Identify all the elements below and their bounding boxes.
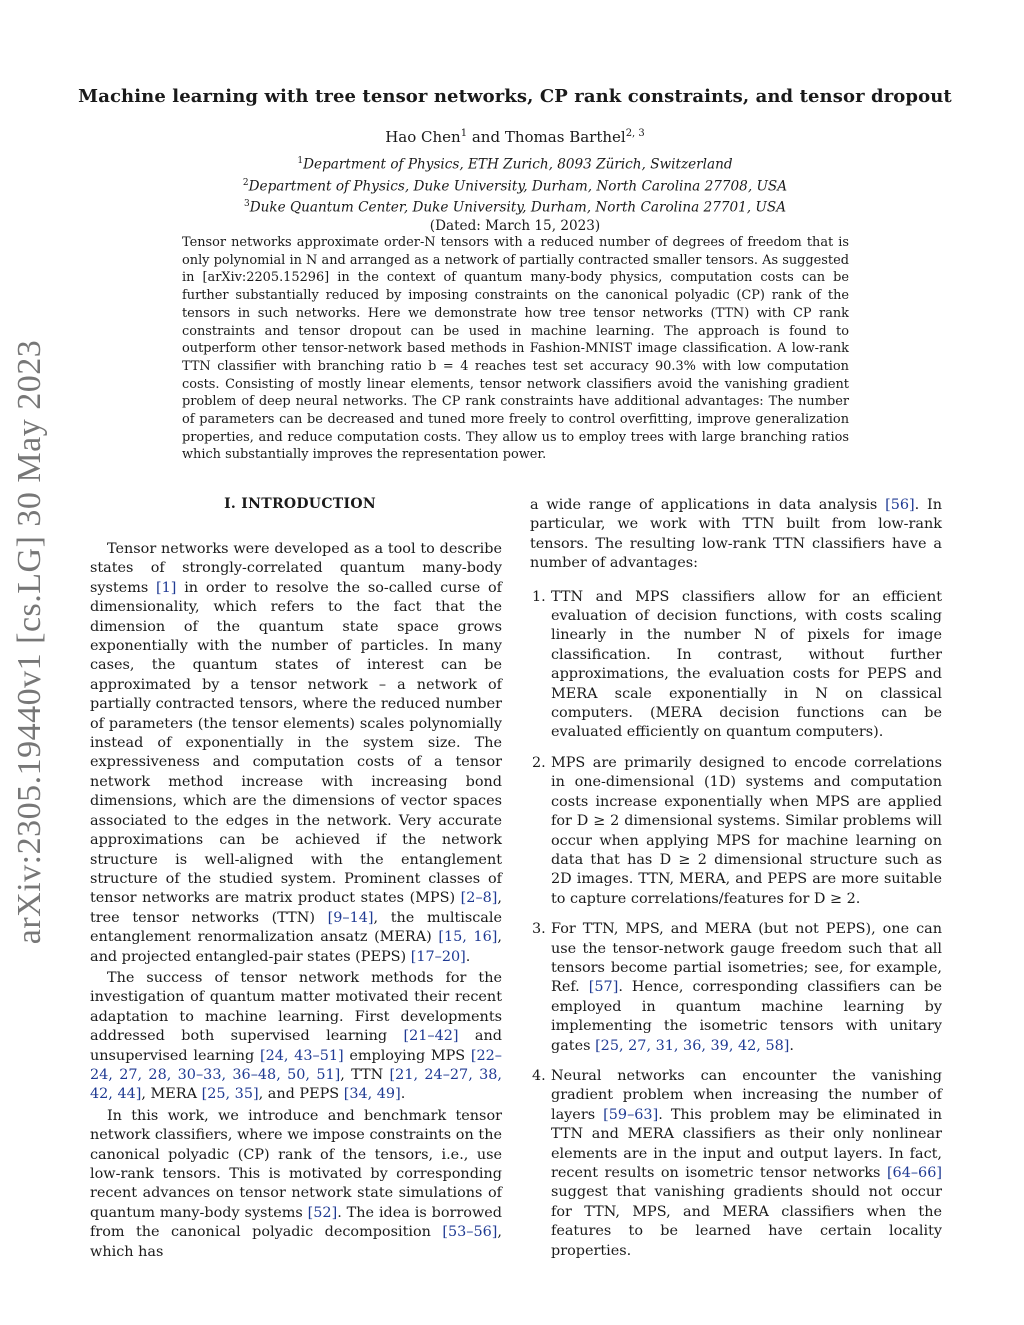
list-number: 2.	[532, 754, 546, 771]
author-affil-sup: 1	[460, 128, 468, 139]
affiliations	[70, 152, 960, 235]
right-column	[530, 496, 942, 1272]
citation-link[interactable]: [25, 27, 31, 36, 39, 42, 58]	[595, 1037, 790, 1054]
paragraph: In this work, we introduce and benchmark tensor network classifiers, where we impose constraints on the canonical polyadic (CP) rank of the tensors, i.e., use low-rank tensors. This is motivated by corresponding recent advances on tensor network state simulations of quantum many-body systems [52]. The idea is borrowed from the canonical polyadic decomposition [53–56], which has	[90, 1107, 502, 1260]
citation-link[interactable]: [59–63]	[603, 1106, 659, 1123]
citation-link[interactable]: [21, 24–27, 38, 42, 44]	[90, 1066, 502, 1103]
list-item	[530, 920, 942, 1056]
list-number: 4.	[532, 1067, 546, 1084]
section-heading: I. INTRODUCTION	[224, 496, 376, 512]
author-name: Thomas Barthel	[504, 128, 626, 146]
paper-title: Machine learning with tree tensor networks, CP rank constraints, and tensor dropout	[78, 86, 952, 107]
citation-link[interactable]: [2–8]	[460, 890, 498, 907]
citation-link[interactable]: [15, 16]	[438, 929, 498, 946]
author-affil-sup: 2, 3	[625, 128, 645, 139]
list-item-text: Neural networks can encounter the vanishing gradient problem when increasing the number of layers [59–63]. This problem may be eliminated in TTN and MERA classifiers as their only nonlinear elements are in the input and output layers. In fact, recent results on isometric tensor networks [64–66] suggest that vanishing gradients should not occur for TTN, MPS, and MERA classifiers when the features to be learned have certain locality properties.	[551, 1067, 943, 1259]
arxiv-sidebar	[0, 0, 60, 1325]
citation-link[interactable]: [22–24, 27, 28, 30–33, 36–48, 50, 51]	[90, 1047, 502, 1083]
citation-link[interactable]: [52]	[307, 1204, 338, 1221]
affiliation	[70, 195, 960, 217]
citation-link[interactable]: [53–56]	[442, 1224, 498, 1241]
citation-link[interactable]: [17–20]	[410, 948, 466, 965]
citation-link[interactable]: [34, 49]	[343, 1086, 401, 1103]
citation-link[interactable]: [64–66]	[886, 1165, 942, 1181]
affiliation-sup: 2	[242, 177, 249, 188]
affiliation-sup: 3	[243, 199, 250, 210]
paragraph: Tensor networks were developed as a tool to describe states of strongly-correlated quantum many-body systems [1] in order to resolve the so-called curse of dimensionality, which refers to the fact that the dimension of the quantum state space grows exponentially with the number of particles. In many cases, the quantum states of interest can be approximated by a tensor network – a network of partially contracted tensors, where the reduced number of parameters (the tensor elements) scales polynomially instead of exponentially in the system size. The expressiveness and computation costs of a tensor network method increase with increasing bond dimensions, which are the dimensions of vector spaces associated to the edges in the network. Very accurate approximations can be achieved if the network structure is well-aligned with the entanglement structure of the studied system. Prominent classes of tensor networks are matrix product states (MPS) [2–8], tree tensor networks (TTN) [9–14], the multiscale entanglement renormalization ansatz (MERA) [15, 16], and projected entangled-pair states (PEPS) [17–20].	[90, 541, 502, 965]
list-number: 3.	[532, 921, 546, 938]
paragraph: The success of tensor network methods for the investigation of quantum matter motivated their recent adaptation to machine learning. First developments addressed both supervised learning [21–42] and unsupervised learning [24, 43–51] employing MPS [22–24, 27, 28, 30–33, 36–48, 50, 51], TTN [21, 24–27, 38, 42, 44], MERA [25, 35], and PEPS [34, 49].	[90, 969, 502, 1103]
list-number: 1.	[532, 588, 546, 605]
citation-link[interactable]: [24, 43–51]	[259, 1047, 344, 1064]
author-name: Hao Chen	[385, 128, 461, 146]
paragraph: a wide range of applications in data analysis [56]. In particular, we work with TTN built from low-rank tensors. The resulting low-rank TTN classifiers have a number of advantages:	[530, 497, 942, 572]
affiliation-sup: 1	[297, 156, 304, 166]
affiliation	[70, 152, 960, 174]
list-item	[530, 754, 942, 909]
list-item	[530, 588, 942, 743]
citation-link[interactable]: [56]	[885, 497, 915, 513]
citation-link[interactable]: [25, 35]	[201, 1086, 259, 1103]
affiliation-text: Department of Physics, Duke University, Durham, North Carolina 27708, USA	[248, 178, 788, 195]
citation-link[interactable]: [57]	[588, 979, 619, 996]
list-item-text: TTN and MPS classifiers allow for an efficient evaluation of decision functions, with costs scaling linearly in the number N of pixels for image classification. In contrast, without further approximations, the evaluation costs for PEPS and MERA scale exponentially in N on classical computers. (MERA decision functions can be evaluated efficiently on quantum computers).	[551, 588, 942, 741]
affiliation	[70, 174, 960, 196]
citation-link[interactable]: [21–42]	[403, 1028, 459, 1045]
abstract: Tensor networks approximate order-N tensors with a reduced number of degrees of freedom that is only polynomial in N and arranged as a network of partially contracted smaller tensors. As suggested in [arXiv:2205.15296] in the context of quantum many-body physics, computation costs can be further substantially reduced by imposing constraints on the canonical polyadic (CP) rank of the tensors in such networks. Here we demonstrate how tree tensor networks (TTN) with CP rank constraints and tensor dropout can be used in machine learning. The approach is found to outperform other tensor-network based methods in Fashion-MNIST image classification. A low-rank TTN classifier with branching ratio b = 4 reaches test set accuracy 90.3% with low computation costs. Consisting of mostly linear elements, tensor network classifiers avoid the vanishing gradient problem of deep neural networks. The CP rank constraints have additional advantages: The number of parameters can be decreased and tuned more freely to control overfitting, improve generalization properties, and reduce computation costs. They allow us to employ trees with large branching ratios which substantially improves the representation power.	[182, 235, 849, 463]
date-line: (Dated: March 15, 2023)	[429, 217, 601, 234]
author-join: and	[471, 128, 501, 146]
arxiv-identifier: arXiv:2305.19440v1 [cs.LG] 30 May 2023	[11, 339, 48, 945]
citation-link[interactable]: [9–14]	[327, 909, 374, 926]
affiliation-text: Duke Quantum Center, Duke University, Durham, North Carolina 27701, USA	[249, 199, 787, 216]
list-item	[530, 1067, 942, 1261]
advantages-list	[530, 588, 942, 1261]
left-column	[90, 540, 502, 1262]
list-item-text: For TTN, MPS, and MERA (but not PEPS), one can use the tensor-network gauge freedom such that all tensors become partial isometries; see, for example, Ref. [57]. Hence, corresponding classifiers can be employed in quantum machine learning by implementing the isometric tensors with unitary gates [25, 27, 31, 36, 39, 42, 58].	[551, 921, 942, 1054]
citation-link[interactable]: [1]	[156, 579, 177, 596]
affiliation-text: Department of Physics, ETH Zurich, 8093 Zürich, Switzerland	[303, 156, 733, 173]
list-item-text: MPS are primarily designed to encode correlations in one-dimensional (1D) systems and computation costs increase exponentially when MPS are applied for D ≥ 2 dimensional systems. Similar problems will occur when applying MPS for machine learning on data that has D ≥ 2 dimensional structure such as 2D images. TTN, MERA, and PEPS are more suitable to capture correlations/features for D ≥ 2.	[551, 754, 942, 907]
author-line	[70, 128, 960, 146]
